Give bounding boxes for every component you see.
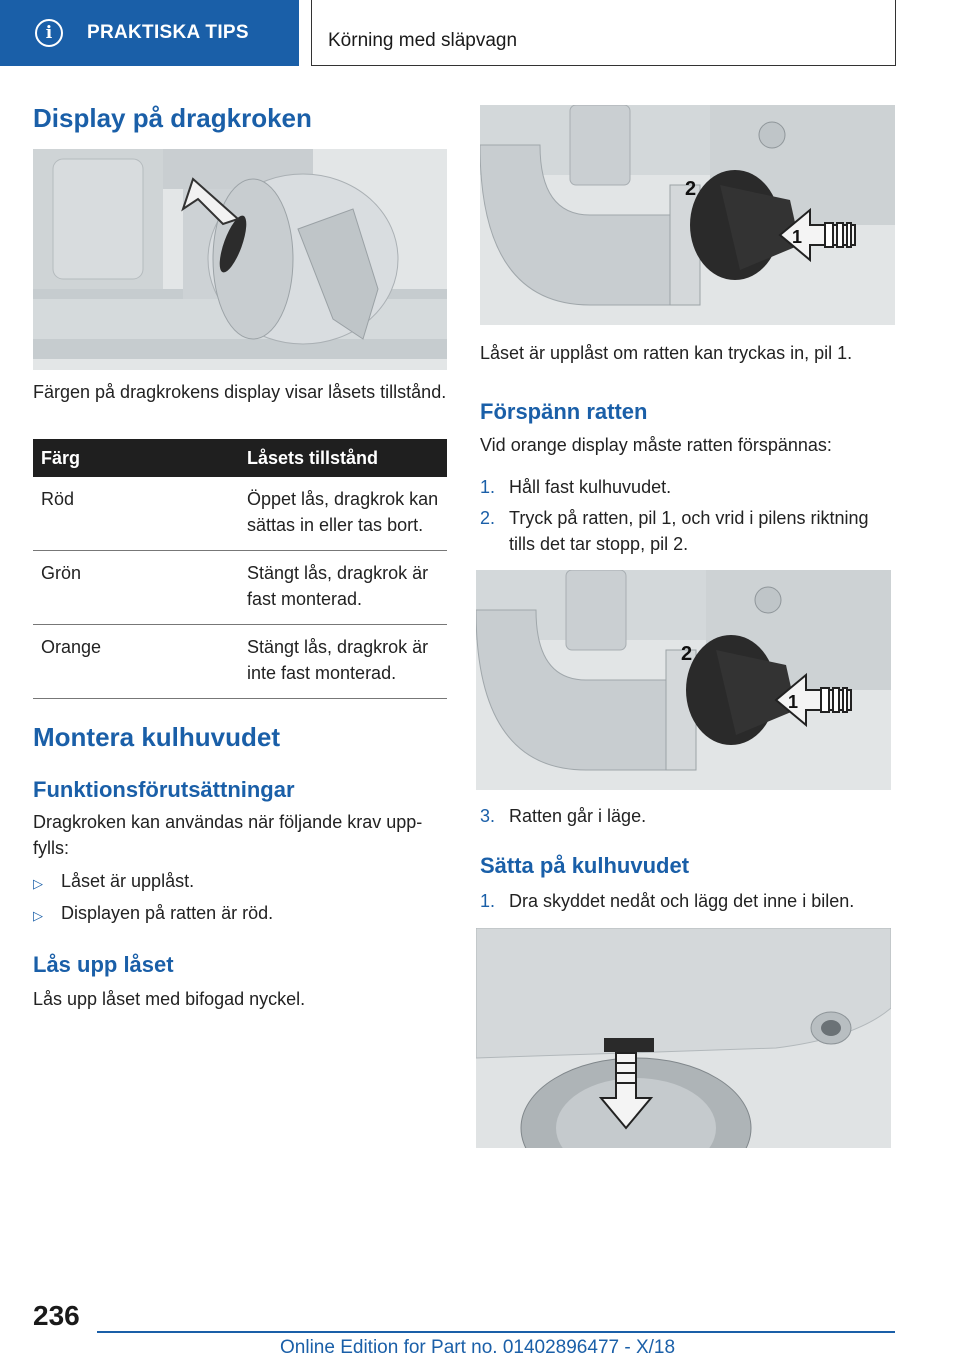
info-icon: i: [35, 19, 63, 47]
figure-label-2: 2: [685, 178, 697, 200]
list-item: [480, 888, 895, 914]
paragraph-prerequisites: Dragkroken kan användas när följande krav uppfylls:: [33, 812, 423, 858]
table-cell-color: Grön: [33, 551, 239, 625]
step-number: 1.: [480, 891, 496, 911]
subheading-prerequisites: Funktionsförutsättningar: [33, 777, 295, 802]
footer-edition: Online Edition for Part no. 01402896477 - X/18: [280, 1337, 676, 1358]
table-row: [33, 551, 447, 625]
list-item: [33, 900, 447, 926]
list-item: [480, 803, 895, 829]
list-item-text: Låset är upplåst.: [61, 871, 195, 891]
list-item: [480, 474, 895, 500]
bullet-triangle-icon: ▷: [33, 908, 43, 923]
figure-knob-push: [480, 105, 895, 325]
figure-tow-hitch-display: [33, 149, 447, 370]
step-text: Tryck på ratten, pil 1, och vrid i pilens riktning tills det tar stopp, pil 2.: [509, 508, 869, 554]
table-header-row: [33, 439, 447, 477]
subheading-pretension: Förspänn ratten: [480, 399, 648, 424]
step-number: 3.: [480, 806, 496, 826]
table-cell-color: Orange: [33, 625, 239, 699]
step-number: 2.: [480, 508, 496, 528]
list-item: [480, 505, 895, 557]
step-number: 1.: [480, 477, 496, 497]
step-text: Ratten går i läge.: [509, 806, 647, 826]
footer-divider: [97, 1331, 895, 1333]
figure-label-1: 1: [788, 692, 799, 712]
paragraph-pretension: Vid orange display måste ratten förspännas:: [480, 435, 832, 455]
figure-label-1: 1: [792, 227, 803, 247]
table-cell-status: Stängt lås, dragkrok är inte fast monterad.: [239, 625, 447, 699]
list-item: [33, 868, 447, 894]
paragraph-unlock: Lås upp låset med bifogad nyckel.: [33, 989, 306, 1009]
list-item-text: Displayen på ratten är röd.: [61, 903, 274, 923]
section-tab[interactable]: [0, 0, 299, 66]
chapter-title: Körning med släpvagn: [328, 30, 518, 51]
bullet-triangle-icon: ▷: [33, 876, 43, 891]
table-header-color: Färg: [33, 439, 239, 477]
section-title: PRAKTISKA TIPS: [87, 22, 249, 43]
paragraph-display-color: Färgen på dragkrokens display visar låsets tillstånd.: [33, 382, 447, 402]
table-cell-status: Öppet lås, dragkrok kan sättas in eller tas bort.: [239, 477, 447, 551]
figure-bumper-cover: [476, 928, 891, 1148]
subheading-attach-ball: Sätta på kulhuvudet: [480, 853, 690, 878]
figure-label-2: 2: [681, 643, 693, 665]
page-number: 236: [33, 1300, 80, 1331]
step-text: Dra skyddet nedåt och lägg det inne i bilen.: [509, 891, 855, 911]
caption-unlocked: Låset är upplåst om ratten kan tryckas in, pil 1.: [480, 343, 853, 363]
figure-knob-rotate: [476, 570, 891, 790]
table-row: [33, 477, 447, 551]
heading-display: Display på dragkroken: [33, 103, 312, 133]
table-cell-color: Röd: [33, 477, 239, 551]
heading-mount-ball: Montera kulhuvudet: [33, 722, 281, 752]
subheading-unlock: Lås upp låset: [33, 952, 174, 977]
table-cell-status: Stängt lås, dragkrok är fast monterad.: [239, 551, 447, 625]
status-table: [33, 439, 447, 699]
table-row: [33, 625, 447, 699]
table-header-status: Låsets tillstånd: [239, 439, 447, 477]
step-text: Håll fast kulhuvudet.: [509, 477, 672, 497]
